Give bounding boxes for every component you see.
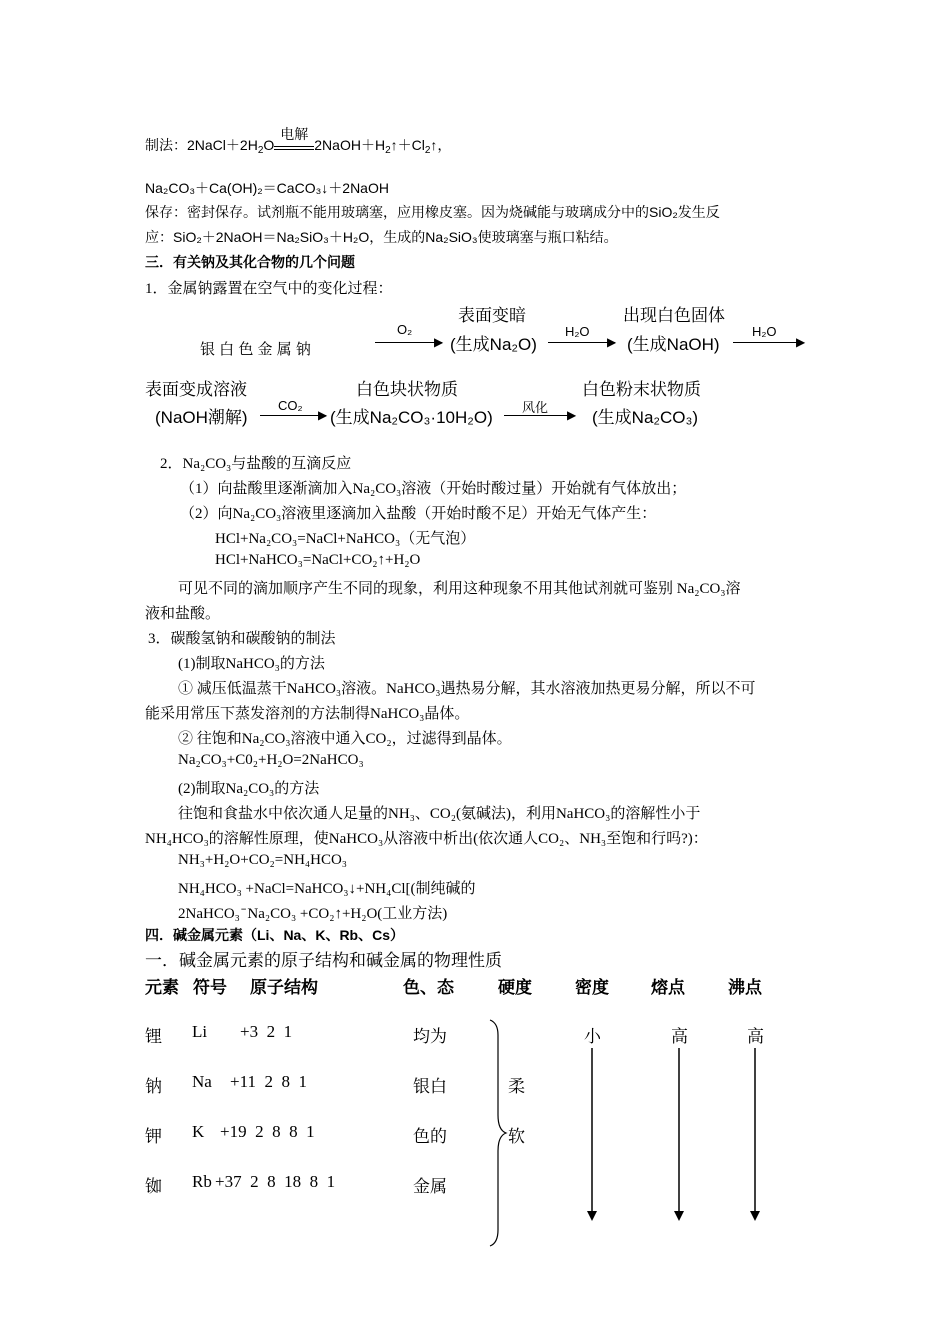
row-li-color: 均为	[413, 1027, 447, 1046]
melting-top: 高	[671, 1027, 688, 1046]
item3-eq3: 2NaHCO₃ ̄ Na₂CO₃ +CO₂↑+H₂O(工业方法)	[178, 906, 448, 922]
preparation-line: 制法：$2NaCl+2H_2O$ 电解 $2NaOH+H_2↑+Cl_2↑$，	[145, 126, 452, 156]
th-hardness: 硬度	[498, 978, 532, 997]
hardness-soft-2: 软	[508, 1127, 525, 1146]
hardness-soft-1: 柔	[508, 1077, 525, 1096]
row-k-structure: +19 2 8 8 1	[220, 1122, 315, 1141]
item2-note1: 可见不同的滴加顺序产生不同的现象，利用这种现象不用其他试剂就可鉴别 Na₂CO₃溶	[178, 581, 741, 597]
section4-sub: 一．碱金属元素的原子结构和碱金属的物理性质	[145, 951, 502, 970]
flow-s5-top: 白色粉末状物质	[582, 380, 701, 399]
item2-p2: （2）向Na₂CO₃溶液里逐滴加入盐酸（开始时酸不足）开始无气体产生：	[180, 506, 657, 522]
row-na-structure: +11 2 8 1	[230, 1072, 307, 1091]
flow-s2-top: 出现白色固体	[623, 306, 725, 325]
item3-sub1: (1)制取NaHCO₃的方法	[178, 656, 325, 672]
density-down-arrow-icon	[585, 1048, 599, 1223]
flow-s2-bottom: (生成NaOH)	[627, 335, 720, 354]
flow-s1-top: 表面变暗	[458, 306, 526, 325]
section3-item1: 1．金属钠露置在空气中的变化过程：	[145, 281, 393, 297]
row-li-symbol: Li	[192, 1022, 208, 1041]
th-melting: 熔点	[651, 978, 685, 997]
item2-note2: 液和盐酸。	[145, 606, 221, 622]
flow-s3-top: 表面变成溶液	[145, 380, 247, 399]
item3-p-line2: NH₄HCO₃的溶解性原理，使NaHCO₃从溶液中析出(依次通人CO₂、NH₃至饱和行吗?)：	[145, 831, 708, 847]
row-k-element: 钾	[145, 1127, 162, 1146]
row-li-element: 锂	[145, 1027, 162, 1046]
item2-title: 2．Na₂CO₃与盐酸的互滴反应	[160, 456, 352, 472]
boiling-top: 高	[747, 1027, 764, 1046]
density-top: 小	[584, 1027, 601, 1046]
item2-p1: （1）向盐酸里逐渐滴加入Na₂CO₃溶液（开始时酸过量）开始就有气体放出；	[180, 481, 687, 497]
item3-title: 3．碳酸氢钠和碳酸钠的制法	[148, 631, 336, 647]
storage-line2: 应：SiO₂＋2NaOH＝Na₂SiO₃＋H₂O，生成的Na₂SiO₃使玻璃塞与瓶口粘结。	[145, 229, 618, 245]
row-na-color: 银白	[413, 1077, 447, 1096]
preparation-reaction2: Na₂CO₃＋Ca(OH)₂＝CaCO₃↓＋2NaOH	[145, 180, 389, 196]
electrolysis-condition: 电解	[274, 137, 314, 150]
storage-line1: 保存：密封保存。试剂瓶不能用玻璃塞，应用橡皮塞。因为烧碱能与玻璃成分中的SiO₂发生反	[145, 204, 720, 220]
flow-arrow-co2: CO₂	[278, 398, 303, 413]
item3-m2: ② 往饱和Na₂CO₃溶液中通入CO₂，过滤得到晶体。	[178, 731, 512, 747]
row-na-symbol: Na	[192, 1072, 212, 1091]
row-rb-color: 金属	[413, 1177, 447, 1196]
row-li-structure: +3 2 1	[240, 1022, 293, 1041]
section4-heading: 四．碱金属元素（Li、Na、K、Rb、Cs）	[145, 927, 405, 943]
item2-eq2: HCl+NaHCO₃=NaCl+CO₂↑+H₂O	[215, 552, 421, 568]
item3-m1-line2: 能采用常压下蒸发溶剂的方法制得NaHCO₃晶体。	[145, 706, 470, 722]
item3-m2-eq: Na₂CO₃+C0₂+H₂O=2NaHCO₃	[178, 752, 364, 768]
item3-m1-line1: ① 减压低温蒸干NaHCO₃溶液。NaHCO₃遇热易分解，其水溶液加热更易分解，所以不可	[178, 681, 756, 697]
melting-down-arrow-icon	[672, 1048, 686, 1223]
flow-arrow-weathering: 风化	[522, 400, 549, 415]
row-k-color: 色的	[413, 1127, 447, 1146]
th-element: 元素	[145, 978, 179, 997]
item3-p-line1: 往饱和食盐水中依次通人足量的NH₃、CO₂(氨碱法)，利用NaHCO₃的溶解性小于	[178, 806, 701, 822]
th-boiling: 沸点	[728, 978, 762, 997]
row-rb-element: 铷	[145, 1177, 162, 1196]
th-density: 密度	[575, 978, 609, 997]
item3-eq2: NH₄HCO₃ +NaCl=NaHCO₃↓+NH₄Cl[(制纯碱的	[178, 881, 476, 897]
item3-sub2: (2)制取Na₂CO₃的方法	[178, 781, 320, 797]
item2-eq1: HCl+Na₂CO₃=NaCl+NaHCO₃（无气泡）	[215, 531, 476, 547]
row-k-symbol: K	[192, 1122, 205, 1141]
flow-arrow-h2o-1: H₂O	[565, 324, 590, 339]
th-symbol: 符号	[193, 978, 227, 997]
flow-start: 银 白 色 金 属 钠	[200, 341, 311, 358]
flow-s3-bottom: (NaOH潮解)	[155, 408, 248, 427]
th-structure: 原子结构	[250, 978, 318, 997]
boiling-down-arrow-icon	[748, 1048, 762, 1223]
flow-s4-top: 白色块状物质	[356, 380, 458, 399]
item3-eq1: NH₃+H₂O+CO₂=NH₄HCO₃	[178, 852, 348, 868]
row-rb-structure: +37 2 8 18 8 1	[215, 1172, 336, 1191]
flow-s1-bottom: (生成Na₂O)	[450, 335, 537, 354]
flow-s4-bottom: (生成Na₂CO₃·10H₂O)	[330, 408, 493, 427]
flow-arrow-h2o-2: H₂O	[752, 324, 777, 339]
th-color: 色、态	[403, 978, 454, 997]
flow-arrow-o2: O₂	[397, 322, 413, 337]
flow-s5-bottom: (生成Na₂CO₃)	[592, 408, 699, 427]
row-na-element: 钠	[145, 1077, 162, 1096]
row-rb-symbol: Rb	[192, 1172, 212, 1191]
section3-heading: 三．有关钠及其化合物的几个问题	[145, 254, 355, 270]
preparation-label: 制法：	[145, 137, 187, 153]
